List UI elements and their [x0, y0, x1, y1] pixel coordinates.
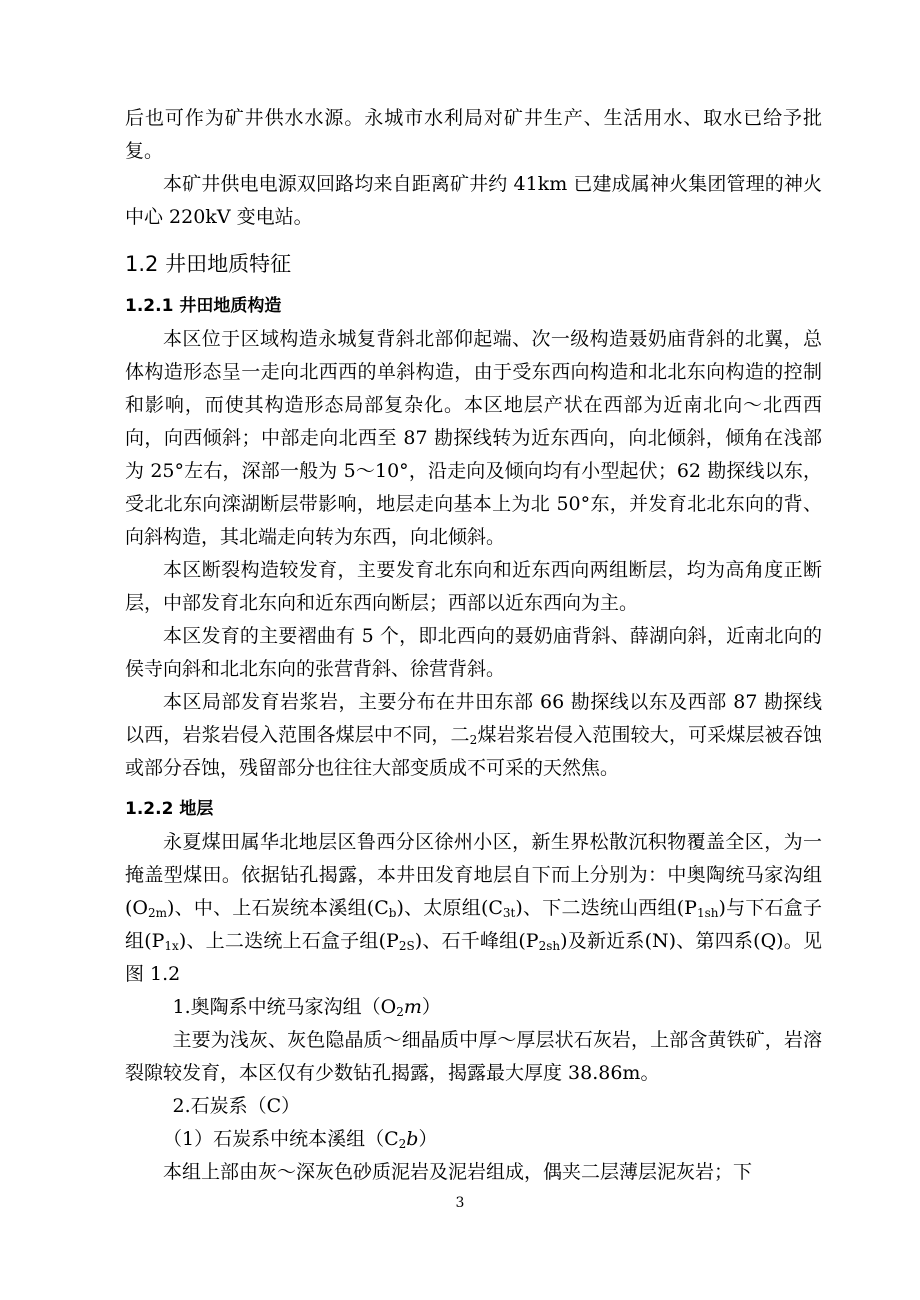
strata-subscript: 1sh — [696, 906, 719, 920]
ordovician-heading-text: 1.奥陶系中统马家沟组（O — [172, 996, 397, 1018]
strata-text: )与下石盒子组(P — [125, 897, 822, 952]
ordovician-heading-close: ） — [421, 996, 441, 1018]
paragraph-power-supply: 本矿井供电电源双回路均来自距离矿井约 41km 已建成属神火集团管理的神火中心 220kV 变电站。 — [125, 173, 822, 228]
paragraph-faults: 本区断裂构造较发育，主要发育北东向和近东西向两组断层，均为高角度正断层，中部发育北东向和近东西向断层；西部以近东西向为主。 — [125, 559, 822, 614]
paragraph-benxi: 本组上部由灰～深灰色砂质泥岩及泥岩组成，偶夹二层薄层泥灰岩；下 — [163, 1161, 753, 1183]
strata-subscript: 3t — [502, 906, 516, 920]
paragraph-strata — [125, 826, 822, 991]
benxi-subscript: 2 — [398, 1137, 407, 1151]
paragraph-magmatic-rock — [125, 686, 822, 785]
heading-ordovician — [125, 991, 822, 1024]
strata-text: )、中、上石炭统本溪组(C — [167, 897, 389, 919]
benxi-italic: b — [406, 1128, 419, 1150]
strata-subscript: 2sh — [538, 939, 561, 953]
strata-text: )、上二迭统上石盒子组(P — [178, 930, 399, 952]
subsection-heading-1-2-1: 1.2.1 井田地质构造 — [125, 296, 282, 316]
strata-text: )、太原组(C — [396, 897, 503, 919]
strata-text: )、下二迭统山西组(P — [515, 897, 697, 919]
magma-text-b: 煤岩浆岩侵入范围较大，可采煤层被吞蚀或部分吞蚀，残留部分也往往大部变质成不可采的天然焦。 — [125, 724, 822, 779]
paragraph-structure: 本区位于区域构造永城复背斜北部仰起端、次一级构造聂奶庙背斜的北翼，总体构造形态呈一走向北西西的单斜构造，由于受东西向构造和北北东向构造的控制和影响，而使其构造形态局部复杂化。本区地层产状在西部为近南北向～北西西向，向西倾斜；中部走向北西至 87 勘探线转为近东西向，向北倾斜，倾角在浅部为 25°左右，深部一般为 5～10°，沿走向及倾向均有小型起伏；62 勘探线以东，受北北东向滦湖断层带影响，地层走向基本上为北 50°东，并发育北北东向的背、向斜构造，其北端走向转为东西，向北倾斜。 — [125, 328, 822, 548]
page-number: 3 — [455, 1195, 465, 1211]
magma-text-a: 本区局部发育岩浆岩，主要分布在井田东部 66 勘探线以东及西部 87 勘探线以西，岩浆岩侵入范围各煤层中不同，二 — [125, 691, 822, 746]
benxi-heading-close: ） — [418, 1128, 438, 1150]
section-heading-1-2: 1.2 井田地质特征 — [125, 252, 292, 276]
subsection-heading-1-2-2: 1.2.2 地层 — [125, 799, 214, 819]
ordovician-subscript: 2 — [396, 1005, 404, 1019]
paragraph-water-source: 后也可作为矿井供水水源。永城市水利局对矿井生产、生活用水、取水已给予批复。 — [125, 107, 822, 162]
strata-subscript: 2m — [148, 906, 168, 920]
paragraph-folds: 本区发育的主要褶曲有 5 个，即北西向的聂奶庙背斜、薛湖向斜，近南北向的侯寺向斜和北北东向的张营背斜、徐营背斜。 — [125, 625, 822, 680]
strata-subscript: 2S — [398, 939, 415, 953]
ordovician-italic: m — [403, 996, 422, 1018]
heading-carboniferous: 2.石炭系（C） — [172, 1095, 301, 1117]
benxi-heading-text: （1）石炭系中统本溪组（C — [163, 1128, 399, 1150]
strata-subscript: b — [388, 906, 397, 920]
strata-text: 永夏煤田属华北地层区鲁西分区徐州小区，新生界松散沉积物覆盖全区，为一掩盖型煤田。依据钻孔揭露，本井田发育地层自下而上分别为：中奥陶统马家沟组(O — [125, 831, 822, 919]
magma-subscript: 2 — [469, 733, 478, 747]
strata-text: )、石千峰组(P — [414, 930, 539, 952]
strata-text: )及新近系(N)、第四系(Q)。见图 1.2 — [125, 930, 822, 985]
paragraph-ordovician: 主要为浅灰、灰色隐晶质～细晶质中厚～厚层状石灰岩，上部含黄铁矿，岩溶裂隙较发育，本区仅有少数钻孔揭露，揭露最大厚度 38.86m。 — [125, 1029, 822, 1084]
heading-benxi-formation — [125, 1123, 822, 1156]
strata-subscript: 1x — [164, 939, 179, 953]
page-body — [125, 102, 822, 1189]
